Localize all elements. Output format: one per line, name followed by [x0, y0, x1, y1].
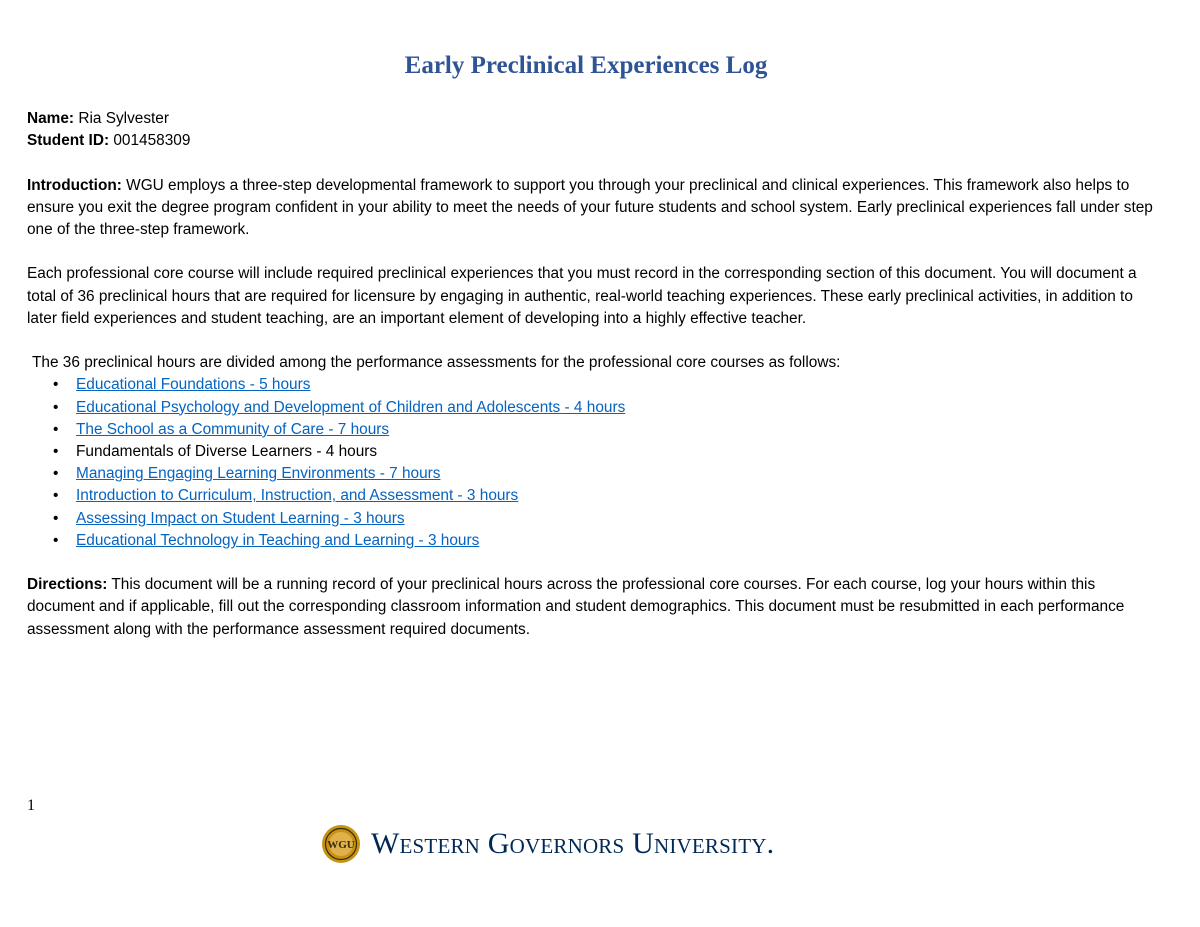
directions-text: This document will be a running record of your preclinical hours across the professional core courses. For each course, log your hours within this document and if applicable, fill out the corresponding classroom information and student demographics. This document must be resubmitted in each performance assessment along with the performance assessment required documents.	[27, 576, 1125, 638]
course-hours-list	[27, 374, 1157, 552]
name-label: Name:	[27, 110, 75, 127]
wgu-logo	[321, 822, 774, 866]
course-link-educational-foundations[interactable]: Educational Foundations - 5 hours	[76, 376, 311, 394]
course-link-educational-technology[interactable]: Educational Technology in Teaching and Learning - 3 hours	[76, 531, 480, 549]
course-link-community-of-care[interactable]: The School as a Community of Care - 7 hours	[76, 420, 390, 438]
bullet-icon: •	[53, 443, 59, 460]
directions-paragraph	[27, 574, 1157, 641]
course-link-assessing-impact[interactable]: Assessing Impact on Student Learning - 3 hours	[76, 509, 405, 527]
core-course-paragraph: Each professional core course will include required preclinical experiences that you must record in the corresponding section of this document. You will document a total of 36 preclinical hours that are required for licensure by engaging in authentic, real-world teaching experiences. These early preclinical activities, in addition to later field experiences and student teaching, are an important element of developing into a highly effective teacher.	[27, 265, 1137, 327]
bullet-icon: •	[53, 531, 59, 549]
list-item	[27, 485, 1157, 507]
bullet-icon: •	[53, 376, 59, 394]
introduction-label: Introduction:	[27, 176, 122, 194]
bullet-icon: •	[53, 509, 59, 527]
list-item	[27, 441, 1157, 463]
course-link-curriculum-instruction[interactable]: Introduction to Curriculum, Instruction, and Assessment - 3 hours	[76, 487, 519, 505]
course-link-educational-psychology[interactable]: Educational Psychology and Development of Children and Adolescents - 4 hours	[76, 398, 626, 416]
bullet-icon: •	[53, 487, 59, 505]
introduction-text: WGU employs a three-step developmental framework to support you through your preclinical and clinical experiences. This framework also helps to ensure you exit the degree program confident in your ability to meet the needs of your future students and school system. Early preclinical experiences fall under step one of the three-step framework.	[27, 176, 1153, 238]
wgu-seal-icon	[321, 824, 361, 864]
document-title: Early Preclinical Experiences Log	[404, 52, 768, 79]
list-item	[27, 419, 1157, 441]
list-item	[27, 397, 1157, 419]
directions-label: Directions:	[27, 576, 108, 594]
name-value: Ria Sylvester	[74, 110, 169, 127]
bullet-icon: •	[53, 398, 59, 416]
course-text-diverse-learners: Fundamentals of Diverse Learners - 4 hours	[76, 443, 378, 460]
list-item	[27, 463, 1157, 485]
hours-intro: The 36 preclinical hours are divided among the performance assessments for the professional core courses as follows:	[32, 354, 841, 372]
list-item	[27, 530, 1157, 552]
student-id-label: Student ID:	[27, 132, 110, 150]
introduction-paragraph	[27, 175, 1157, 242]
document-body	[27, 108, 1157, 641]
bullet-icon: •	[53, 420, 59, 438]
name-line	[27, 108, 1157, 130]
page-number: 1	[27, 797, 35, 814]
seal-text: WGU	[327, 839, 355, 851]
list-item	[27, 374, 1157, 396]
wgu-wordmark: Western Governors University.	[371, 827, 775, 860]
list-item	[27, 508, 1157, 530]
student-id-line	[27, 130, 1157, 152]
bullet-icon: •	[53, 465, 59, 483]
student-id-value: 001458309	[109, 132, 191, 150]
course-link-learning-environments[interactable]: Managing Engaging Learning Environments - 7 hours	[76, 465, 441, 483]
